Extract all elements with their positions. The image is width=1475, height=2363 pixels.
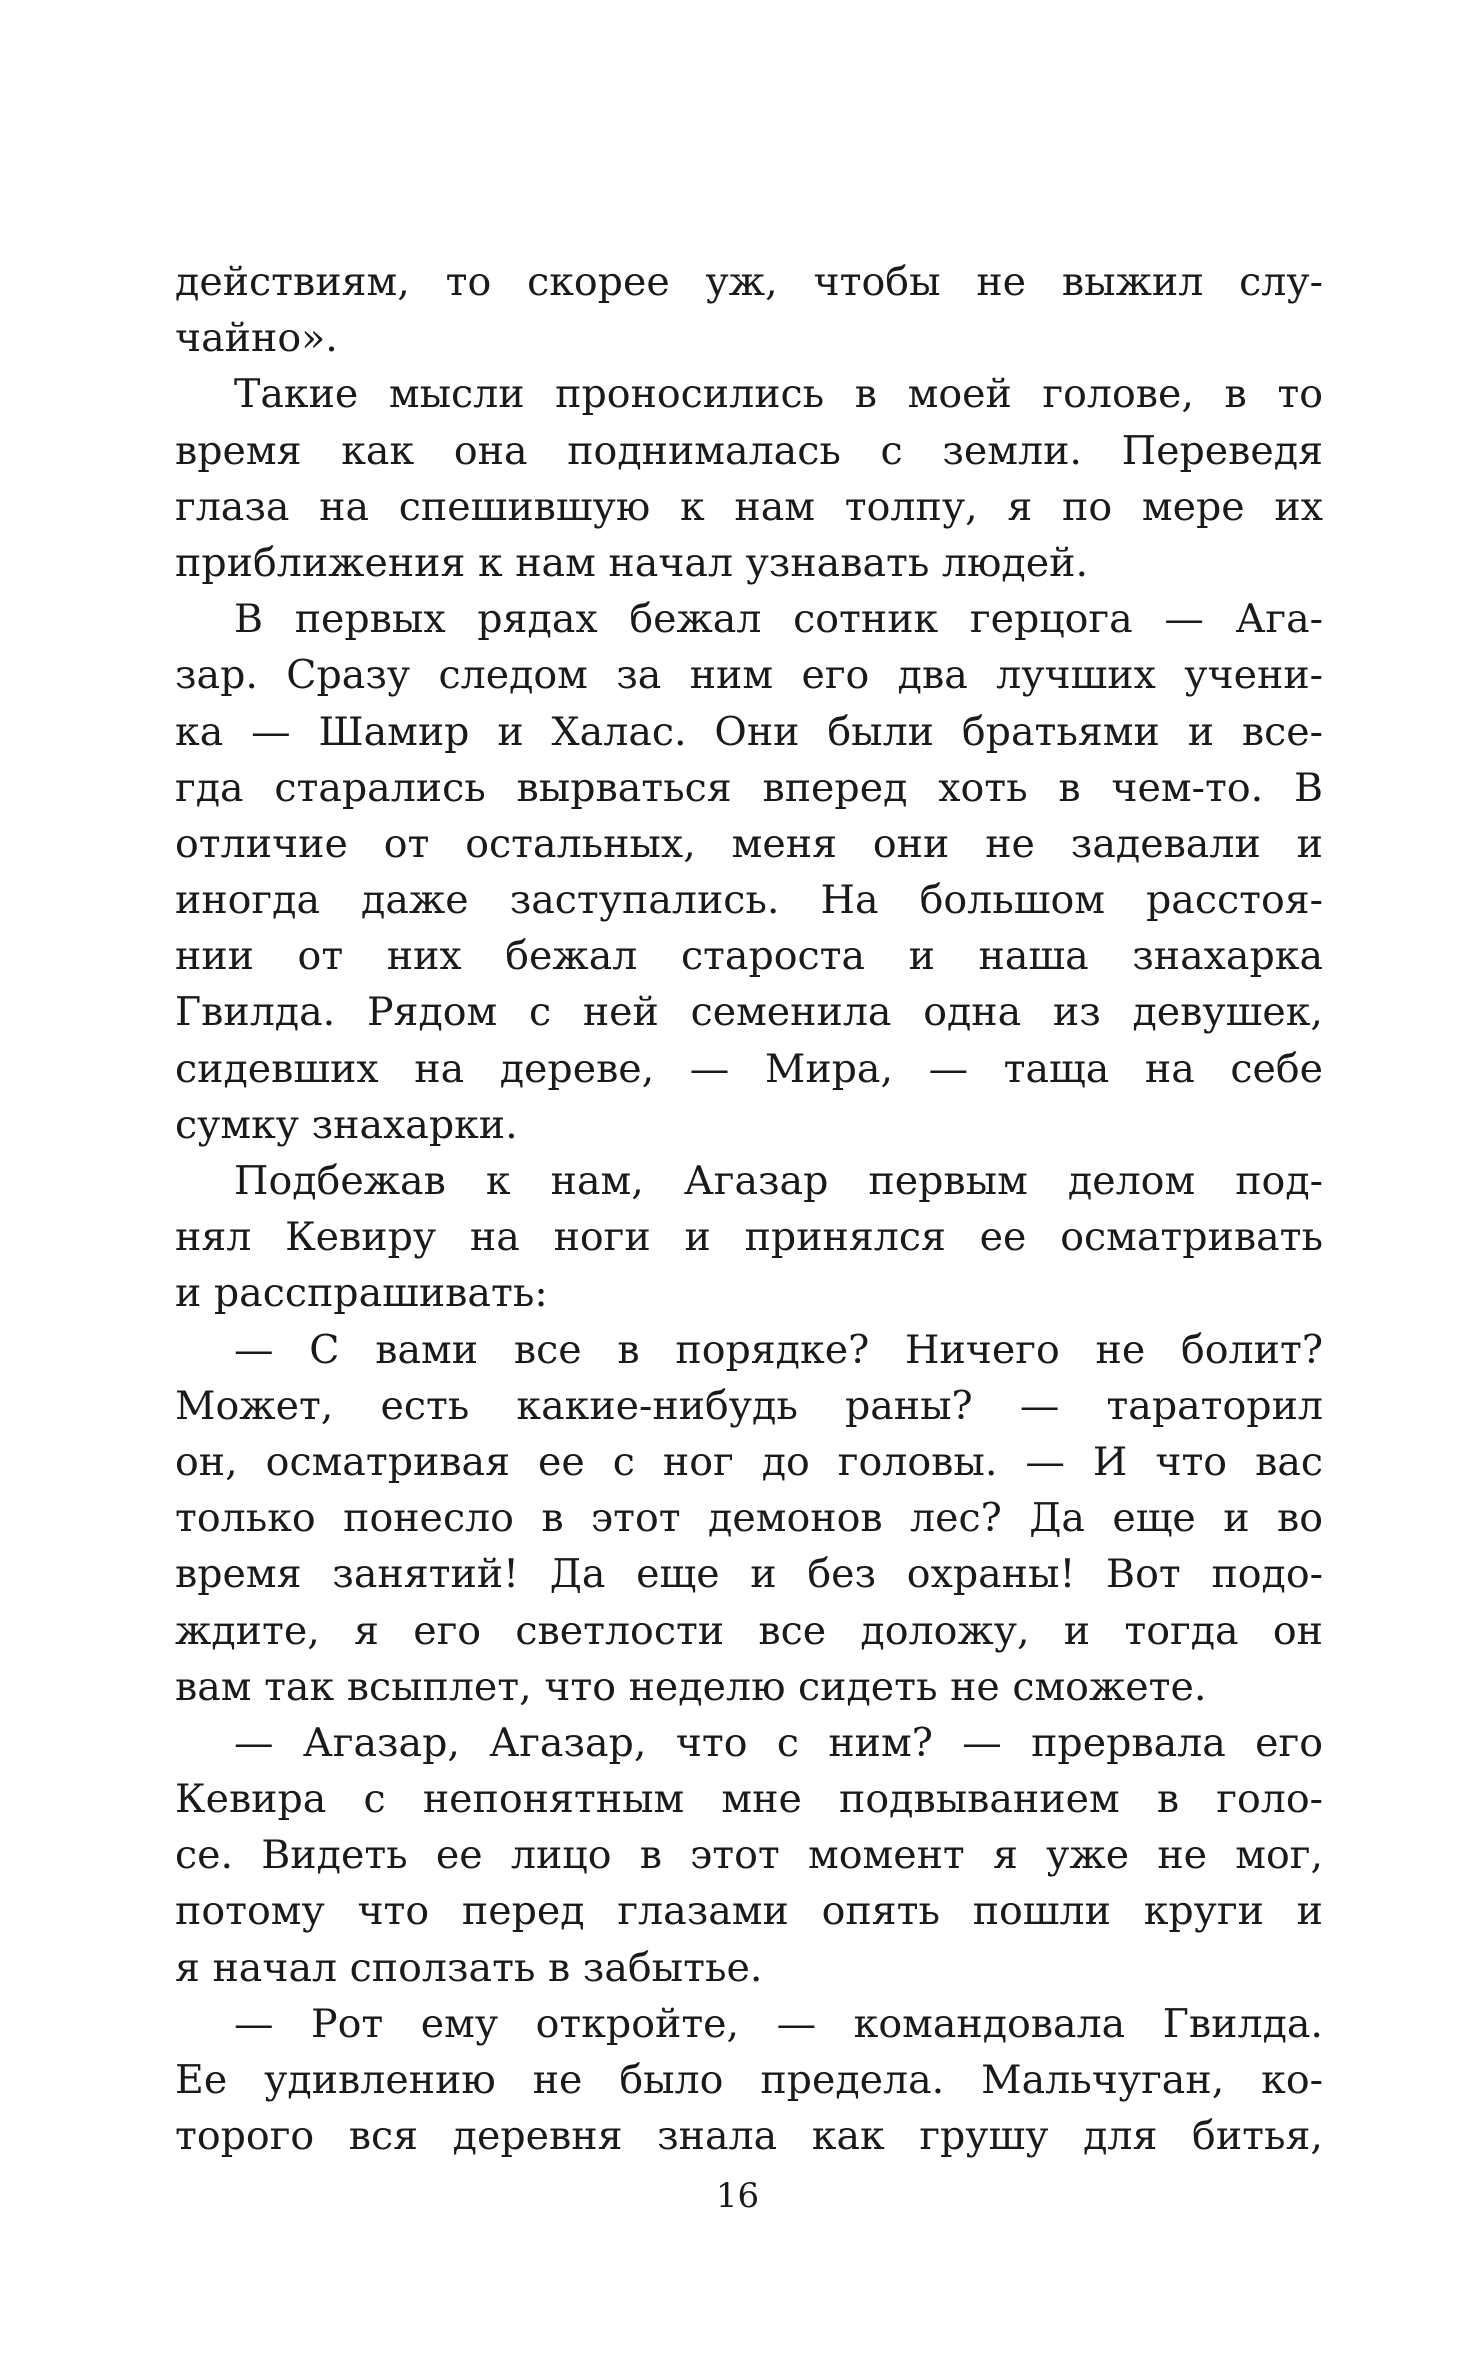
- text-line: — Агазар, Агазар, что с ним? — прервала его: [234, 1719, 1323, 1766]
- text-line: только понесло в этот демонов лес? Да еще и во: [175, 1495, 1323, 1542]
- text-line: глаза на спешившую к нам толпу, я по мере их: [175, 483, 1323, 530]
- text-line: — С вами все в порядке? Ничего не болит?: [234, 1326, 1323, 1373]
- page-number: 16: [715, 2176, 760, 2216]
- text-line: время занятий! Да еще и без охраны! Вот подо-: [175, 1551, 1323, 1598]
- text-line: се. Видеть ее лицо в этот момент я уже не мог,: [175, 1832, 1323, 1879]
- text-line: гда старались вырваться вперед хоть в чем-то. В: [175, 764, 1323, 811]
- text-line: он, осматривая ее с ног до головы. — И что вас: [175, 1438, 1323, 1485]
- text-line: ждите, я его светлости все доложу, и тогда он: [175, 1607, 1323, 1654]
- text-line: ка — Шамир и Халас. Они были братьями и все-: [175, 708, 1323, 755]
- text-line: нял Кевиру на ноги и принялся ее осматривать: [175, 1214, 1323, 1261]
- text-line: чайно».: [175, 315, 338, 362]
- text-line: Подбежав к нам, Агазар первым делом под-: [234, 1158, 1323, 1204]
- text-line: я начал сползать в забытье.: [175, 1944, 763, 1991]
- text-line: торого вся деревня знала как грушу для битья,: [175, 2113, 1323, 2160]
- text-line: В первых рядах бежал сотник герцога — Ага-: [234, 596, 1323, 643]
- text-line: иногда даже заступались. На большом расстоя-: [175, 877, 1323, 924]
- text-line: сумку знахарки.: [175, 1101, 518, 1148]
- text-line: зар. Сразу следом за ним его два лучших учени-: [175, 652, 1323, 699]
- text-line: отличие от остальных, меня они не задевали и: [175, 820, 1323, 867]
- text-line: и расспрашивать:: [175, 1270, 548, 1317]
- text-line: Ее удивлению не было предела. Мальчуган, ко-: [175, 2057, 1323, 2103]
- text-line: нии от них бежал староста и наша знахарка: [175, 933, 1323, 980]
- text-line: потому что перед глазами опять пошли круги и: [175, 1888, 1323, 1935]
- text-line: Может, есть какие-нибудь раны? — тараторил: [175, 1382, 1323, 1429]
- text-line: Кевира с непонятным мне подвыванием в голо-: [175, 1776, 1323, 1823]
- text-line: Гвилда. Рядом с ней семенила одна из девушек,: [175, 989, 1323, 1036]
- body-text: [175, 254, 1323, 2164]
- text-line: действиям, то скорее уж, чтобы не выжил слу-: [175, 259, 1323, 305]
- text-line: сидевших на дереве, — Мира, — таща на себе: [175, 1045, 1323, 1092]
- text-line: вам так всыплет, что неделю сидеть не сможете.: [175, 1663, 1207, 1710]
- text-line: приближения к нам начал узнавать людей.: [175, 539, 1088, 586]
- text-line: время как она поднималась с земли. Переведя: [175, 427, 1323, 474]
- text-line: Такие мысли проносились в моей голове, в то: [234, 371, 1323, 418]
- text-line: — Рот ему откройте, — командовала Гвилда.: [234, 2000, 1323, 2047]
